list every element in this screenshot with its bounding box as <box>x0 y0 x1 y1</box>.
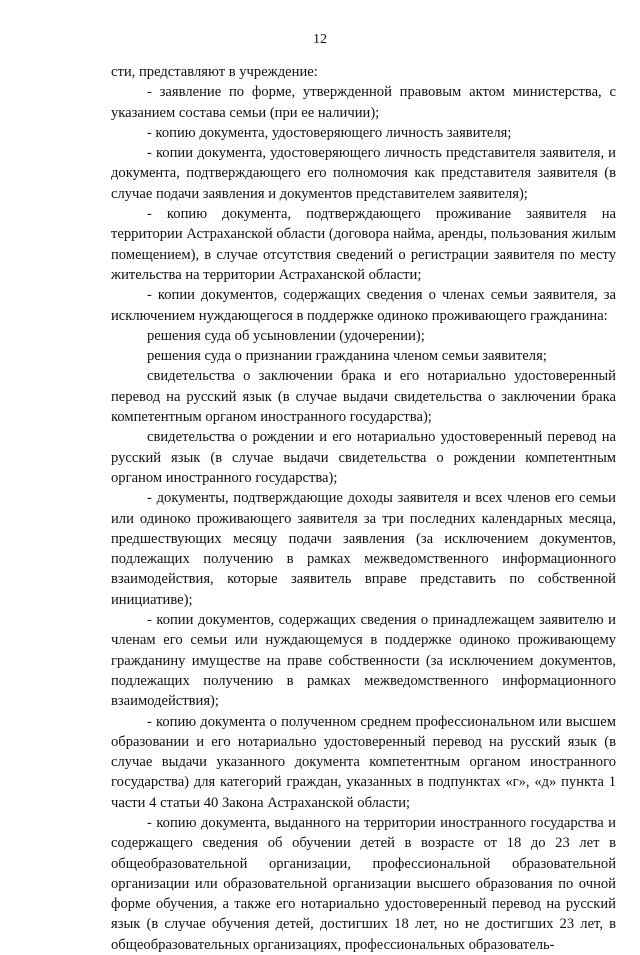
document-body <box>111 62 616 955</box>
paragraph-education-document: - копию документа о полученном среднем профессиональном или высшем образовании и его нотариально удостоверенный перевод на русский язык (в случае выдачи указанного документа компетентным органом иностранного государства) для категорий граждан, указанных в подпунктах «г», «д» пункта 1 части 4 статьи 40 Закона Астраханской области; <box>111 713 616 811</box>
paragraph-property-documents: - копии документов, содержащих сведения о принадлежащем заявителю и членам его семьи или нуждающемуся в поддержке одиноко проживающему гражданину имуществе на праве собственности (за исключением документов, подлежащих получению в рамках межведомственного информационного взаимодействия); <box>111 612 616 710</box>
paragraph-residence-proof: - копию документа, подтверждающего проживание заявителя на территории Астраханской области (договора найма, аренды, пользования жилым помещением), в случае отсутствия сведений о регистрации заявителя по месту жительства на территории Астраханской области; <box>111 206 616 283</box>
paragraph-birth-certificate: свидетельства о рождении и его нотариально удостоверенный перевод на русский язык (в случае выдачи свидетельства о рождении компетентным органом иностранного государства); <box>111 429 616 486</box>
paragraph-adoption-decision: решения суда об усыновлении (удочерении); <box>147 327 425 344</box>
paragraph-marriage-certificate: свидетельства о заключении брака и его нотариально удостоверенный перевод на русский язык (в случае выдачи свидетельства о заключении брака компетентным органом иностранного государства); <box>111 368 616 426</box>
paragraph-application-form: - заявление по форме, утвержденной правовым актом министерства, с указанием состава семьи (при ее наличии); <box>111 84 616 121</box>
paragraph-applicant-id: - копию документа, удостоверяющего личность заявителя; <box>147 124 512 141</box>
paragraph-family-documents: - копии документов, содержащих сведения о членах семьи заявителя, за исключением нуждающегося в поддержке одиноко проживающего гражданина: <box>111 287 616 324</box>
paragraph-continuation: сти, представляют в учреждение: <box>111 64 318 80</box>
paragraph-family-member-decision: решения суда о признании гражданина членом семьи заявителя; <box>147 348 547 365</box>
paragraph-representative-id: - копии документа, удостоверяющего личность представителя заявителя, и документа, подтверждающего его полномочия как представителя заявителя (в случае подачи заявления и документов представителем заявителя); <box>111 145 616 202</box>
paragraph-income-documents: - документы, подтверждающие доходы заявителя и всех членов его семьи или одиноко проживающего заявителя за три последних календарных месяца, предшествующих месяцу подачи заявления (за исключением документов, подлежащих получению в рамках межведомственного информационного взаимодействия, которые заявитель вправе представить по собственной инициативе); <box>111 490 616 608</box>
page-number: 12 <box>313 32 327 47</box>
paragraph-foreign-study-document: - копию документа, выданного на территории иностранного государства и содержащего сведения об обучении детей в возрасте от 18 до 23 лет в общеобразовательной организации, профессиональной образовательной организации или образовательной организации высшего образования по очной форме обучения, а также его нотариально удостоверенный перевод на русский язык (в случае обучения детей, достигших 18 лет, но не достигших 23 лет, в общеобразовательных организациях, профессиональных образователь- <box>111 814 616 953</box>
